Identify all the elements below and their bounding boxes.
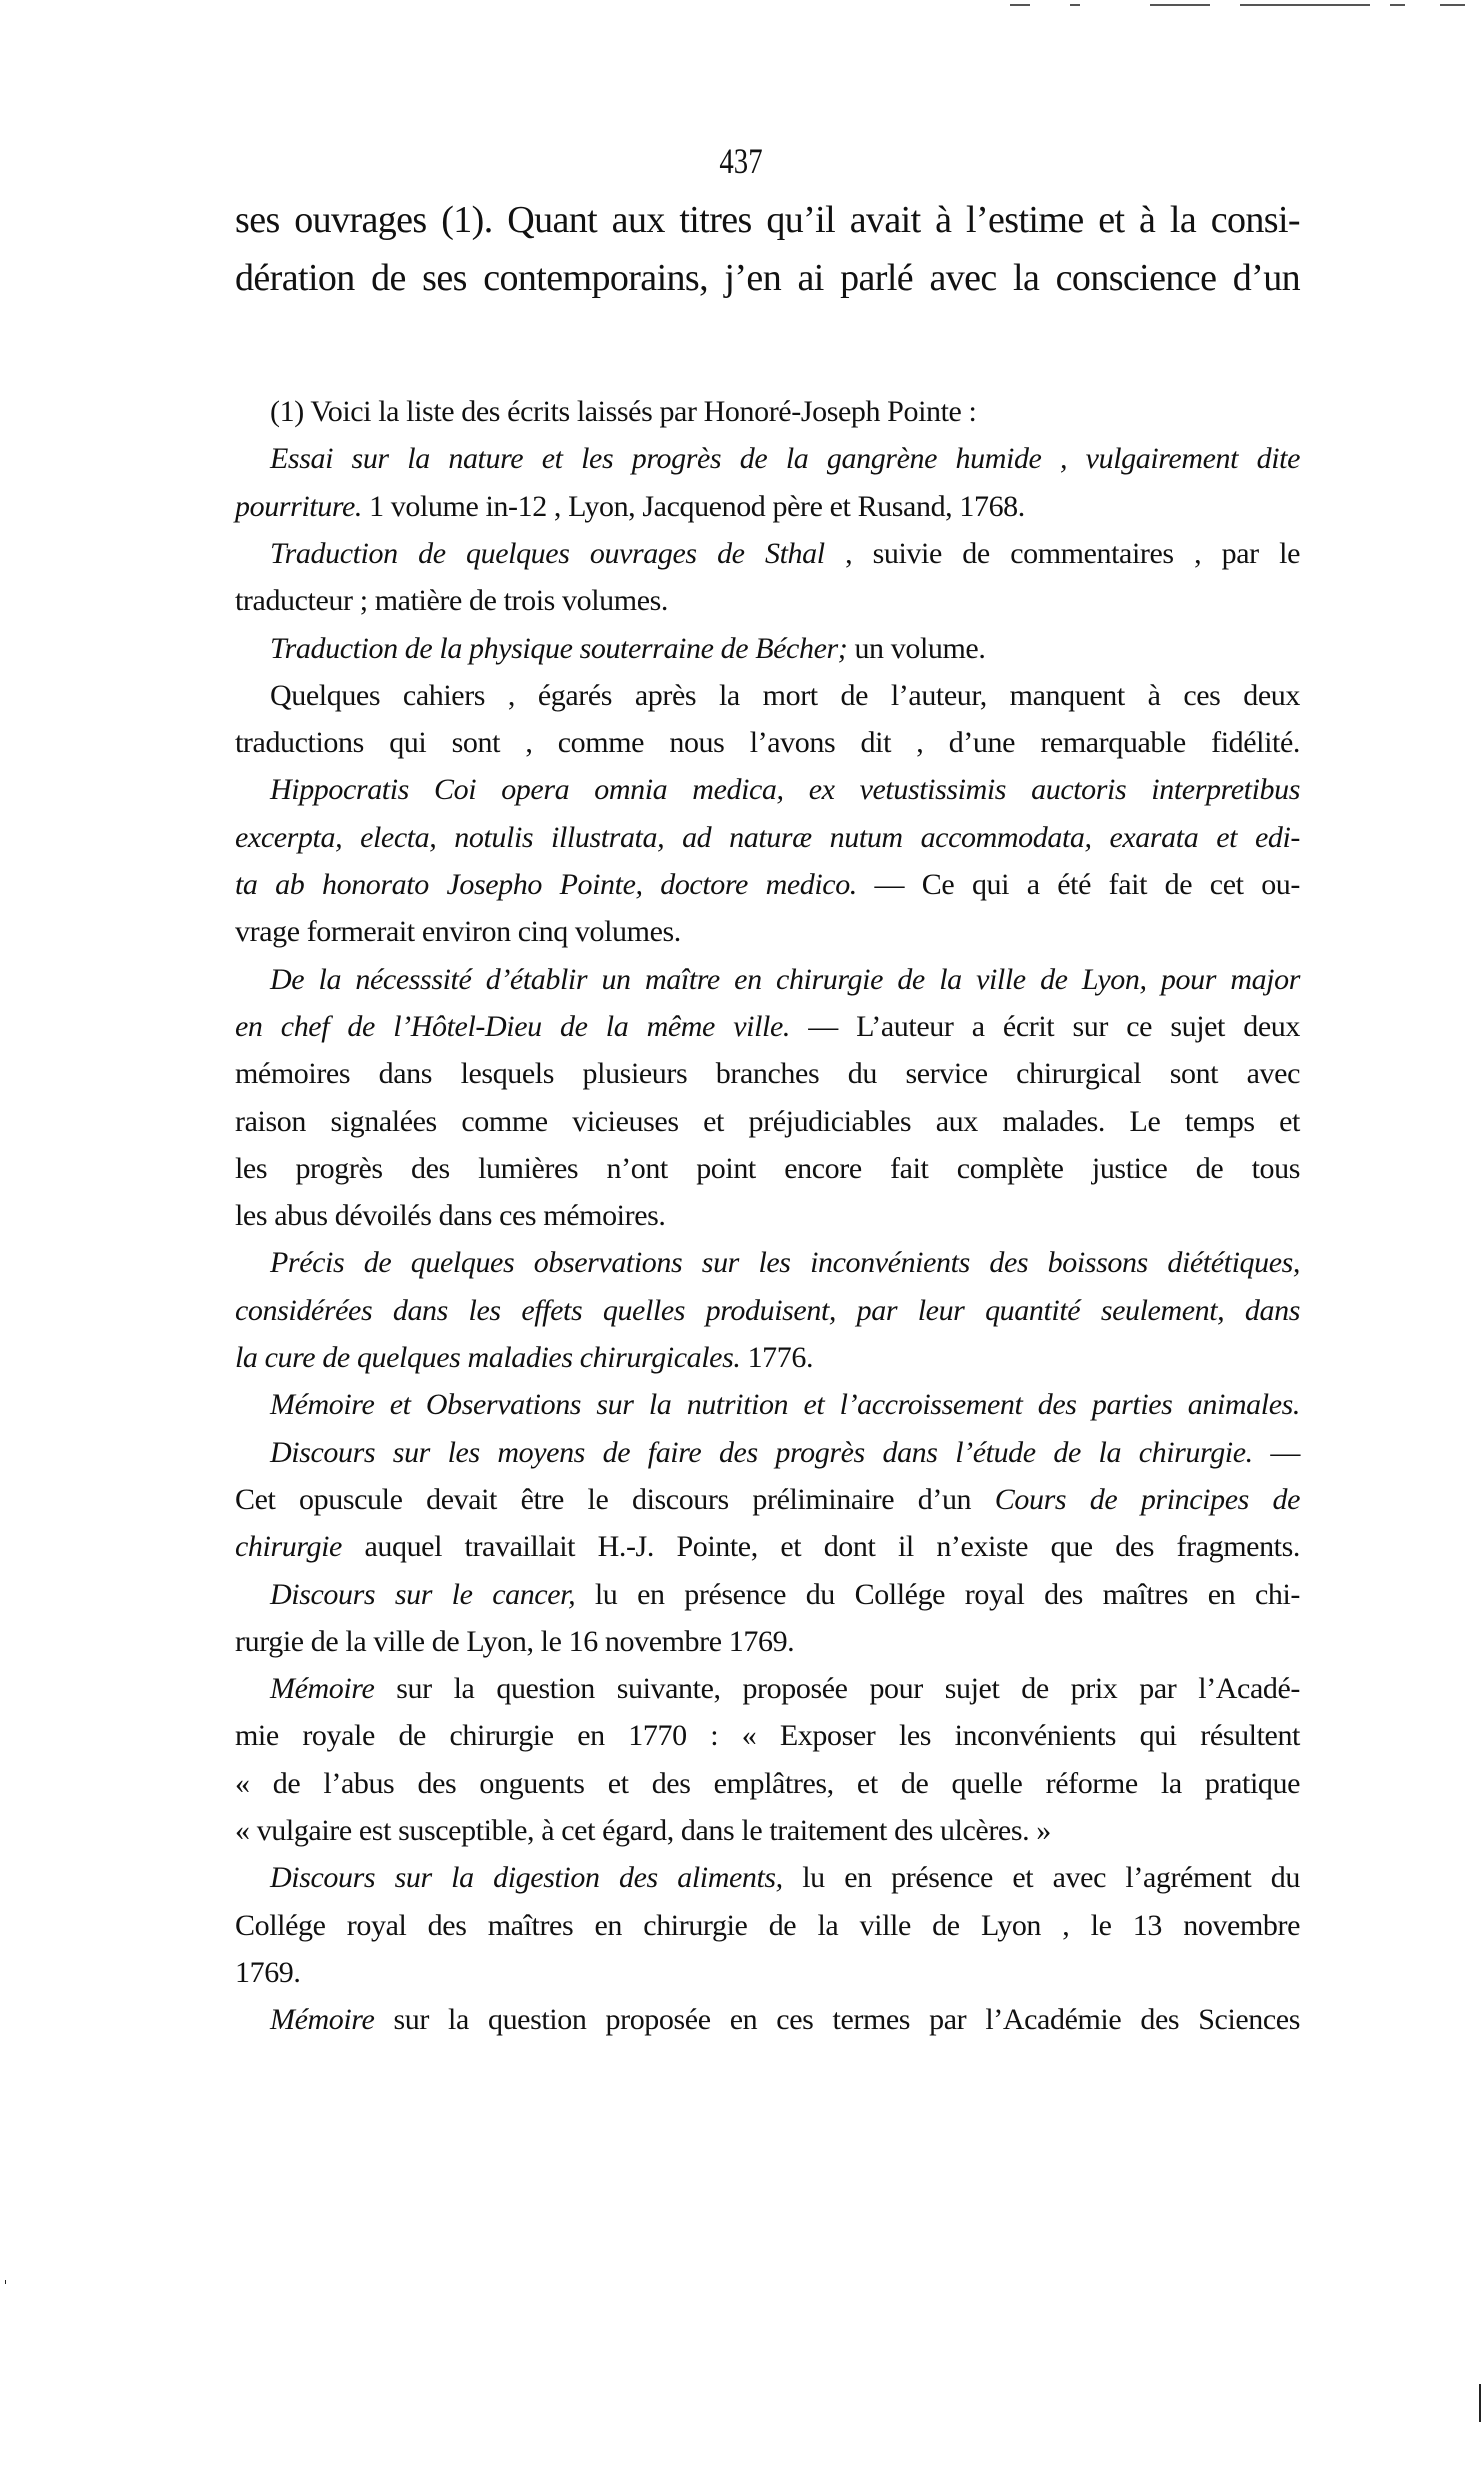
italic-title-text: la cure de quelques maladies chirurgicales. <box>235 1341 741 1374</box>
footnote-line <box>235 1622 1300 1662</box>
footnote-line <box>270 960 1300 1000</box>
footnote-line <box>270 1243 1300 1283</box>
body-line <box>235 254 1300 302</box>
body-line <box>235 196 1300 244</box>
italic-title-text: De la nécesssité d’établir un maître en chirurgie de la ville de Lyon, pour major <box>270 962 1300 996</box>
text-segment: raison signalées comme vicieuses et préjudiciables aux malades. Le temps et <box>235 1104 1300 1138</box>
footnote-line <box>270 1575 1300 1615</box>
text-segment: dération de ses contemporains, j’en ai parlé avec la conscience d’un <box>235 257 1300 299</box>
italic-title-text: Cours de principes de <box>994 1482 1300 1516</box>
footnote-line <box>235 1906 1300 1946</box>
text-segment: ses ouvrages (1). Quant aux titres qu’il avait à l’estime et à la consi- <box>235 199 1300 241</box>
italic-title-text: Traduction de quelques ouvrages de Sthal <box>270 536 825 570</box>
italic-title-text: Mémoire <box>270 1672 375 1706</box>
text-segment: les abus dévoilés dans ces mémoires. <box>235 1199 666 1233</box>
text-segment: 1769. <box>235 1955 301 1989</box>
footnote-line <box>235 1953 1300 1993</box>
italic-title-text: Hippocratis Coi opera omnia medica, ex vetustissimis auctoris interpretibus <box>270 773 1300 807</box>
footnote-line <box>235 1196 1300 1236</box>
text-segment: lu en présence et avec l’agrément du <box>782 1861 1300 1895</box>
text-segment: Cet opuscule devait être le discours préliminaire d’un <box>235 1482 995 1516</box>
text-segment: 1 volume in-12 , Lyon, Jacquenod père et Rusand, 1768. <box>362 489 1025 523</box>
footnote-line <box>235 912 1300 952</box>
scan-edge-mark-right <box>1479 2384 1481 2422</box>
footnote-line <box>235 1149 1300 1189</box>
text-segment: lu en présence du Collége royal des maîtres en chi- <box>575 1577 1300 1611</box>
italic-title-text: pourriture. <box>235 489 362 523</box>
footnote-line <box>235 818 1300 858</box>
footnote-line <box>235 1291 1300 1331</box>
italic-title-text: Mémoire et Observations sur la nutrition et l’accroissement des parties animales. <box>270 1388 1300 1422</box>
footnote-line <box>235 1102 1300 1142</box>
italic-title-text: ta ab honorato Josepho Pointe, doctore medico. <box>235 868 857 901</box>
footnote-line <box>235 1338 1300 1378</box>
italic-title-text: chirurgie <box>235 1530 342 1564</box>
text-segment: « de l’abus des onguents et des emplâtres, et de quelle réforme la pratique <box>235 1766 1300 1800</box>
footnote-line <box>270 676 1300 716</box>
text-segment: rurgie de la ville de Lyon, le 16 novembre 1769. <box>235 1624 795 1658</box>
footnote-line <box>235 1480 1300 1520</box>
footnote-line <box>270 1669 1300 1709</box>
text-segment: — L’auteur a écrit sur ce sujet deux <box>789 1009 1300 1043</box>
text-segment: — Ce qui a été fait de cet ou- <box>856 868 1300 901</box>
footnote-line <box>235 1811 1300 1851</box>
text-segment: auquel travaillait H.-J. Pointe, et dont il n’existe que des fragments. <box>341 1530 1300 1564</box>
text-segment: , suivie de commentaires , par le <box>824 536 1300 570</box>
italic-title-text: Discours sur la digestion des aliments, <box>270 1861 783 1895</box>
text-segment: mémoires dans lesquels plusieurs branches du service chirurgical sont avec <box>235 1057 1300 1091</box>
footnote-line <box>270 439 1300 479</box>
text-segment: traductions qui sont , comme nous l’avons dit , d’une remarquable fidélité. <box>235 726 1300 760</box>
footnote-line <box>270 1385 1300 1425</box>
italic-title-text: Mémoire <box>270 2003 375 2037</box>
footnote-line <box>235 1527 1300 1567</box>
footnote-line <box>235 1764 1300 1804</box>
text-segment: vrage formerait environ cinq volumes. <box>235 915 681 949</box>
footnote-line <box>235 1054 1300 1094</box>
footnote-line <box>235 865 1300 905</box>
footnote-line <box>270 1433 1300 1473</box>
text-segment: — <box>1252 1435 1301 1469</box>
footnote-line <box>235 723 1300 763</box>
footnote-line <box>270 629 1300 669</box>
text-segment: traducteur ; matière de trois volumes. <box>235 584 668 618</box>
italic-title-text: Précis de quelques observations sur les inconvénients des boissons diététiques, <box>270 1246 1300 1280</box>
scan-edge-marks <box>1010 4 1470 7</box>
footnote-line <box>270 1858 1300 1898</box>
text-segment: « vulgaire est susceptible, à cet égard, dans le traitement des ulcères. » <box>235 1814 1051 1847</box>
italic-title-text: Essai sur la nature et les progrès de la gangrène humide , vulgairement dite <box>270 442 1300 476</box>
footnote-line <box>270 392 1300 432</box>
footnote-line <box>270 2000 1300 2040</box>
text-segment: Collége royal des maîtres en chirurgie de la ville de Lyon , le 13 novembre <box>235 1908 1300 1942</box>
footnote-line <box>235 581 1300 621</box>
italic-title-text: Discours sur le cancer, <box>270 1577 576 1611</box>
footnote-line <box>235 487 1300 527</box>
footnote-line <box>270 534 1300 574</box>
text-segment: (1) Voici la liste des écrits laissés par Honoré-Joseph Pointe : <box>270 395 977 428</box>
italic-title-text: Discours sur les moyens de faire des progrès dans l’étude de la chirurgie. <box>270 1435 1253 1469</box>
footnote-line <box>235 1007 1300 1047</box>
text-segment: Quelques cahiers , égarés après la mort de l’auteur, manquent à ces deux <box>270 678 1300 712</box>
italic-title-text: en chef de l’Hôtel-Dieu de la même ville. <box>235 1009 790 1043</box>
footnote-line <box>235 1716 1300 1756</box>
italic-title-text: Traduction de la physique souterraine de Bécher; <box>270 631 848 665</box>
scan-edge-mark-left <box>5 2280 6 2284</box>
footnote-line <box>270 770 1300 810</box>
italic-title-text: considérées dans les effets quelles produisent, par leur quantité seulement, dans <box>235 1293 1300 1327</box>
text-segment: sur la question suivante, proposée pour sujet de prix par l’Acadé- <box>374 1672 1300 1706</box>
text-segment: mie royale de chirurgie en 1770 : « Exposer les inconvénients qui résultent <box>235 1719 1300 1753</box>
text-segment: 1776. <box>740 1341 814 1374</box>
text-segment: sur la question proposée en ces termes par l’Académie des Sciences <box>374 2003 1300 2037</box>
page-number: 437 <box>719 141 763 181</box>
italic-title-text: excerpta, electa, notulis illustrata, ad naturæ nutum accommodata, exarata et edi- <box>235 820 1300 854</box>
text-segment: un volume. <box>847 631 986 665</box>
text-segment: les progrès des lumières n’ont point encore fait complète justice de tous <box>235 1151 1300 1185</box>
